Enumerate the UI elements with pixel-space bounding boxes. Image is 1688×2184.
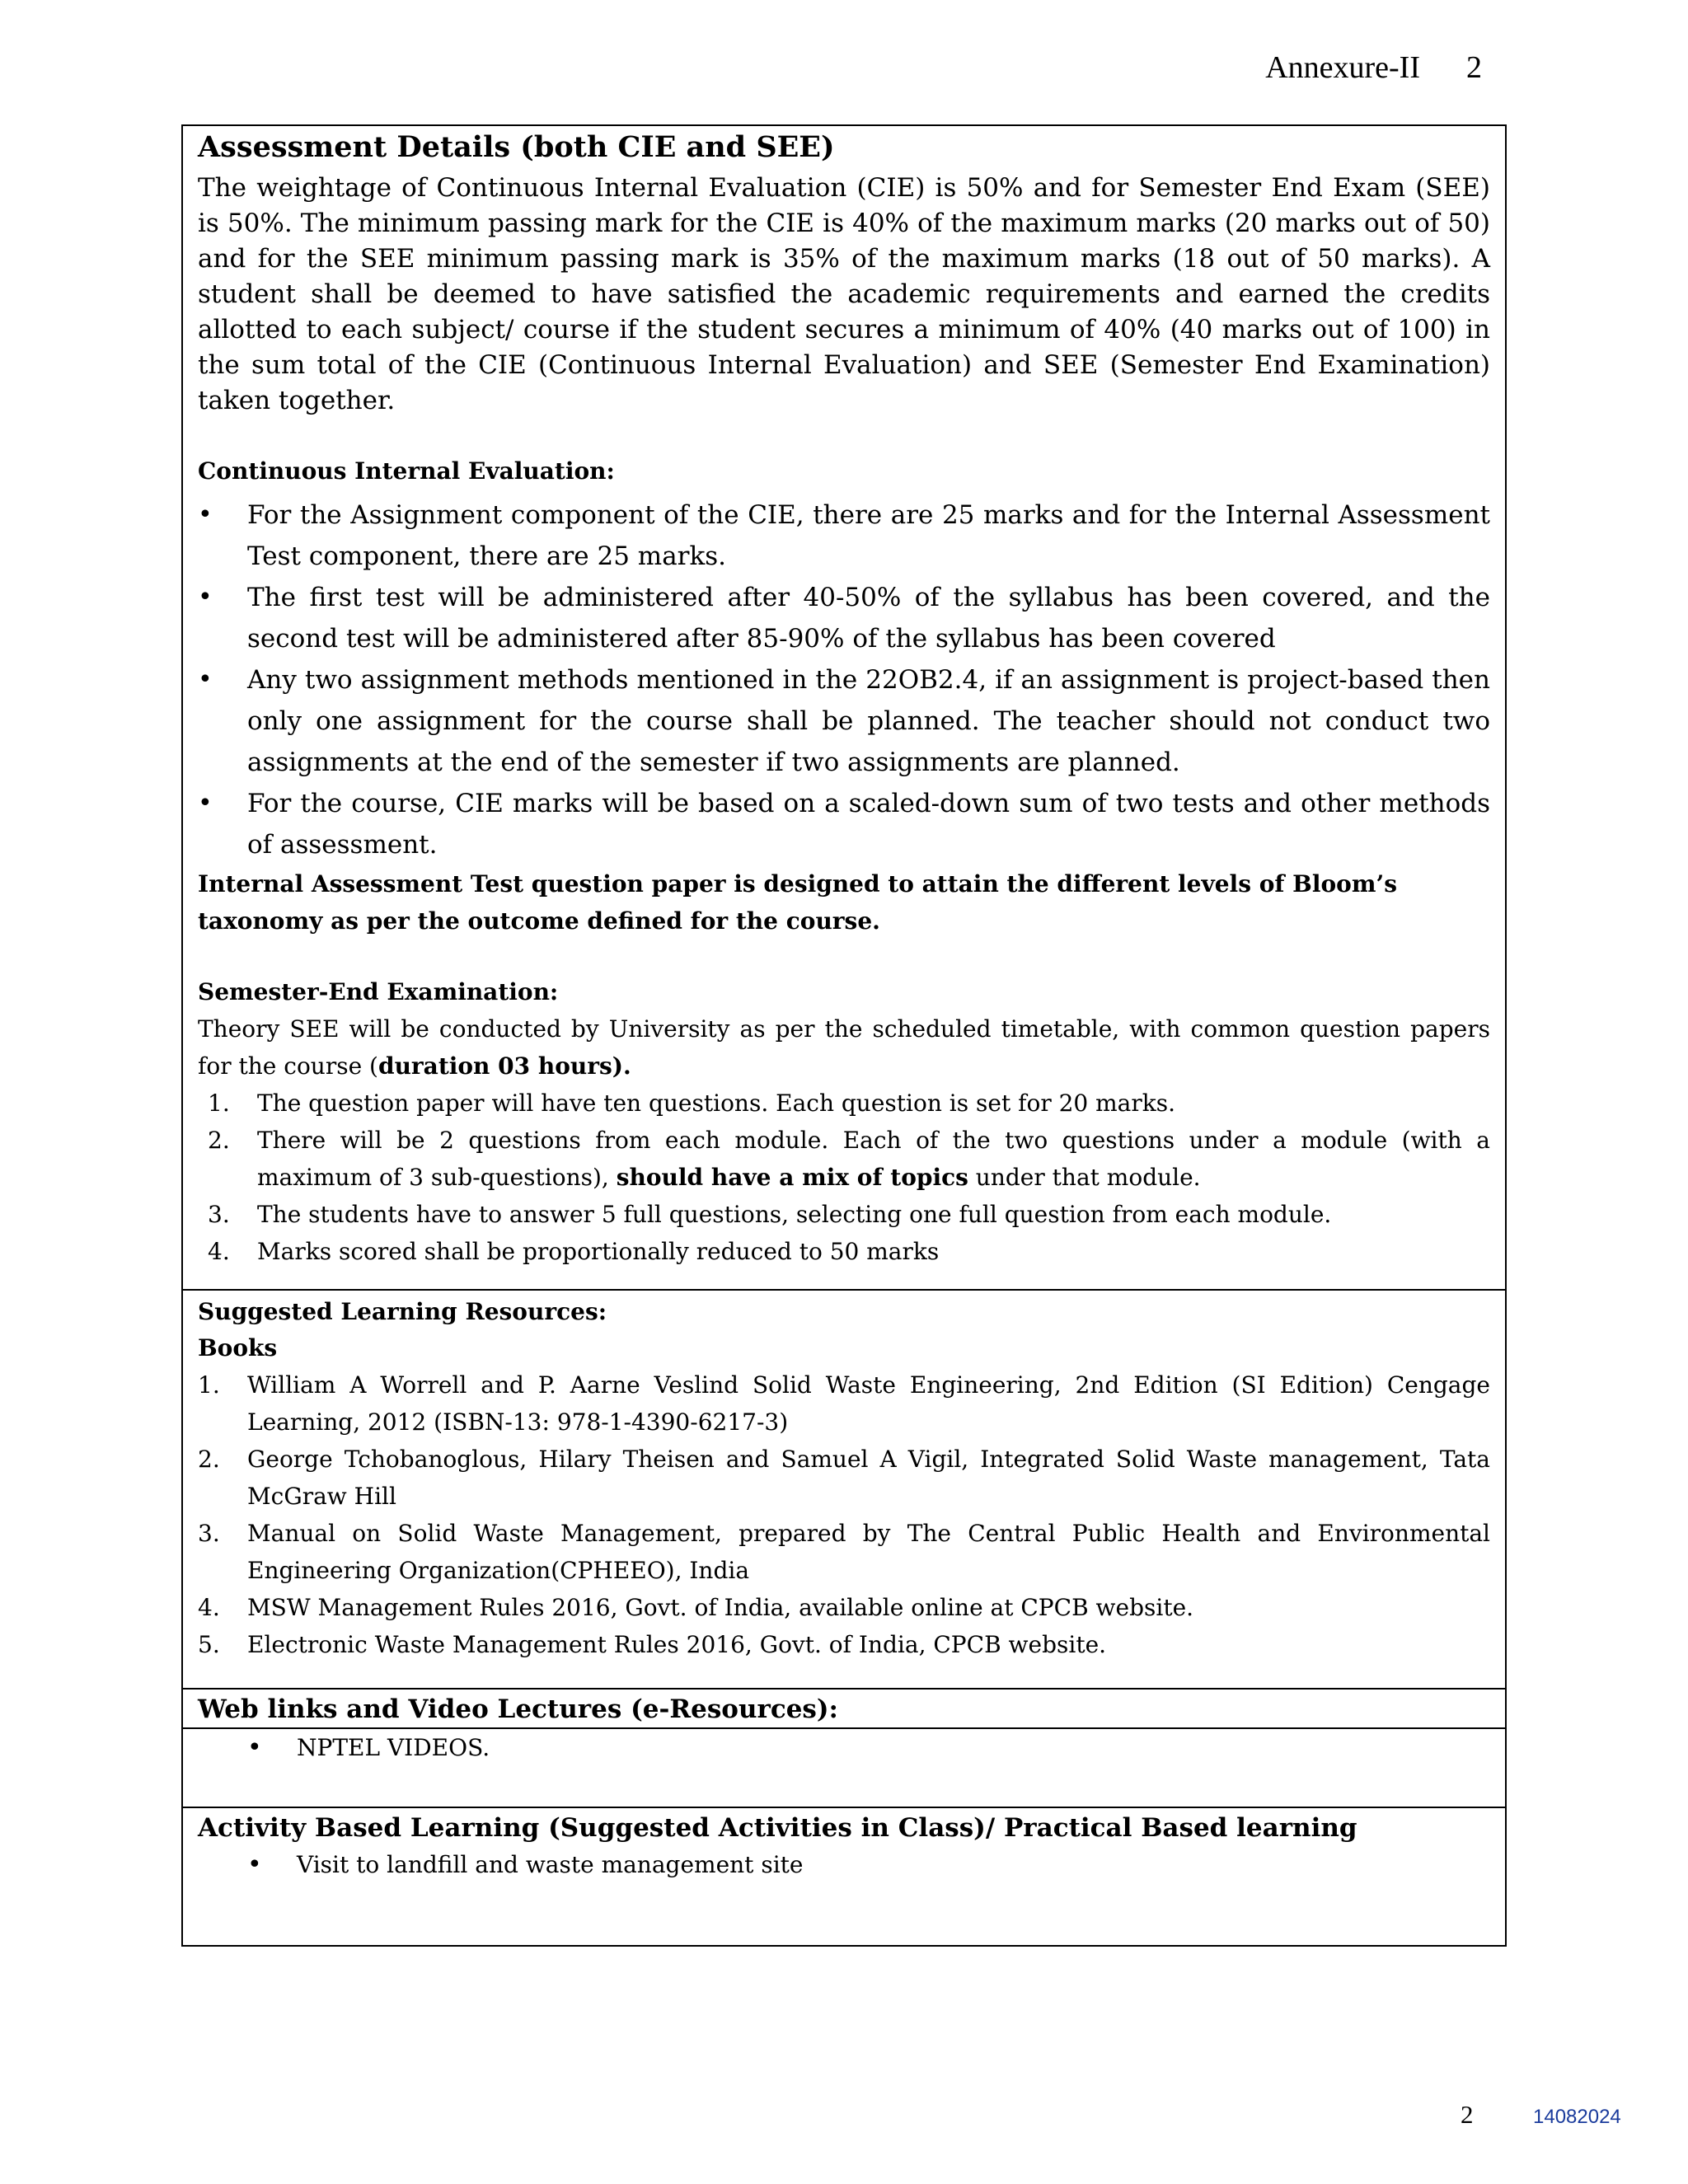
see-item (198, 1085, 1490, 1122)
footer-page-number: 2 (1461, 2100, 1474, 2129)
book-number: 5. (198, 1631, 220, 1658)
cie-item: • Any two assignment methods mentioned in the 22OB2.4, if an assignment is project-based then only one assignment for the course shall be planned. The teacher should not conduct two assignments at the end of the semester if two assignments are planned. (198, 659, 1490, 783)
book-item (198, 1515, 1490, 1589)
header-page-number: 2 (1466, 50, 1482, 85)
book-text: MSW Management Rules 2016, Govt. of India, available online at CPCB website. (247, 1594, 1194, 1621)
resources-heading: Suggested Learning Resources: (198, 1298, 607, 1325)
book-text: Electronic Waste Management Rules 2016, Govt. of India, CPCB website. (247, 1631, 1107, 1658)
activity-section (183, 1808, 1505, 1945)
book-number: 3. (198, 1520, 220, 1547)
see-intro (198, 1010, 1490, 1085)
assessment-title: Assessment Details (both CIE and SEE) (198, 130, 835, 164)
see-item (198, 1122, 1490, 1196)
see-item-text: There will be 2 questions from each module. Each of the two questions under a module (with a maximum of 3 sub-questions), (257, 1127, 1490, 1191)
resources-section (183, 1291, 1505, 1690)
see-item-number: 1. (208, 1090, 230, 1117)
see-item-tail: under that module. (968, 1164, 1201, 1191)
weblinks-list (198, 1729, 1490, 1767)
book-number: 4. (198, 1594, 220, 1621)
see-heading: Semester-End Examination: (198, 978, 559, 1005)
see-item-number: 2. (208, 1127, 230, 1154)
weblink-item: • NPTEL VIDEOS. (198, 1729, 1490, 1767)
see-item-number: 3. (208, 1201, 230, 1228)
activity-list (198, 1846, 1490, 1884)
weblinks-heading-row (183, 1690, 1505, 1729)
document-id: 14082024 (1533, 2106, 1621, 2128)
assessment-intro: The weightage of Continuous Internal Evaluation (CIE) is 50% and for Semester End Exam (SEE) is 50%. The minimum passing mark for the CIE is 40% of the maximum marks (20 marks out of 50) and for the SEE minimum passing mark is 35% of the maximum marks (18 out of 50 marks). A student shall be deemed to have satisfied the academic requirements and earned the credits allotted to each subject/ course if the student secures a minimum of 40% (40 marks out of 100) in the sum total of the CIE (Continuous Internal Evaluation) and SEE (Semester End Examination) taken together. (198, 173, 1490, 415)
see-list (198, 1085, 1490, 1270)
see-item (198, 1196, 1490, 1233)
book-number: 2. (198, 1446, 220, 1473)
weblinks-heading: Web links and Video Lectures (e-Resources): (198, 1694, 838, 1724)
book-item (198, 1441, 1490, 1515)
see-duration: duration 03 hours). (377, 1052, 631, 1080)
cie-item: • For the Assignment component of the CIE, there are 25 marks and for the Internal Assessment Test component, there are 25 marks. (198, 494, 1490, 577)
see-item-text: The students have to answer 5 full questions, selecting one full question from each module. (257, 1201, 1332, 1228)
content-table (181, 124, 1507, 1947)
books-label: Books (198, 1334, 278, 1361)
book-text: George Tchobanoglous, Hilary Theisen and Samuel A Vigil, Integrated Solid Waste management, Tata McGraw Hill (247, 1446, 1490, 1510)
cie-heading: Continuous Internal Evaluation: (198, 457, 615, 485)
book-item (198, 1626, 1490, 1663)
assessment-section (183, 126, 1505, 1291)
activity-item: • Visit to landfill and waste management site (198, 1846, 1490, 1884)
books-list (198, 1366, 1490, 1663)
book-text: Manual on Solid Waste Management, prepared by The Central Public Health and Environmental Engineering Organization(CPHEEO), India (247, 1520, 1490, 1584)
see-item-bold: should have a mix of topics (616, 1164, 968, 1191)
book-item (198, 1589, 1490, 1626)
page-header (1265, 49, 1482, 86)
cie-list (198, 494, 1490, 865)
see-item-number: 4. (208, 1238, 230, 1265)
annexure-label: Annexure-II (1265, 50, 1420, 85)
book-text: William A Worrell and P. Aarne Veslind Solid Waste Engineering, 2nd Edition (SI Edition) Cengage Learning, 2012 (ISBN-13: 978-1-4390-6217-3) (247, 1371, 1490, 1436)
see-item-text: Marks scored shall be proportionally reduced to 50 marks (257, 1238, 940, 1265)
activity-heading: Activity Based Learning (Suggested Activities in Class)/ Practical Based learning (198, 1813, 1357, 1843)
cie-note: Internal Assessment Test question paper is designed to attain the different levels of Bloom’s taxonomy as per the outcome defined for the course. (198, 870, 1397, 935)
book-item (198, 1366, 1490, 1441)
cie-item: • For the course, CIE marks will be based on a scaled-down sum of two tests and other methods of assessment. (198, 783, 1490, 865)
see-intro-text: Theory SEE will be conducted by University as per the scheduled timetable, with common question papers for the course ( (198, 1015, 1490, 1080)
see-item-text: The question paper will have ten questions. Each question is set for 20 marks. (257, 1090, 1175, 1117)
cie-item: • The first test will be administered after 40-50% of the syllabus has been covered, and the second test will be administered after 85-90% of the syllabus has been covered (198, 577, 1490, 659)
book-number: 1. (198, 1371, 220, 1399)
weblinks-section (183, 1729, 1505, 1808)
see-item (198, 1233, 1490, 1270)
